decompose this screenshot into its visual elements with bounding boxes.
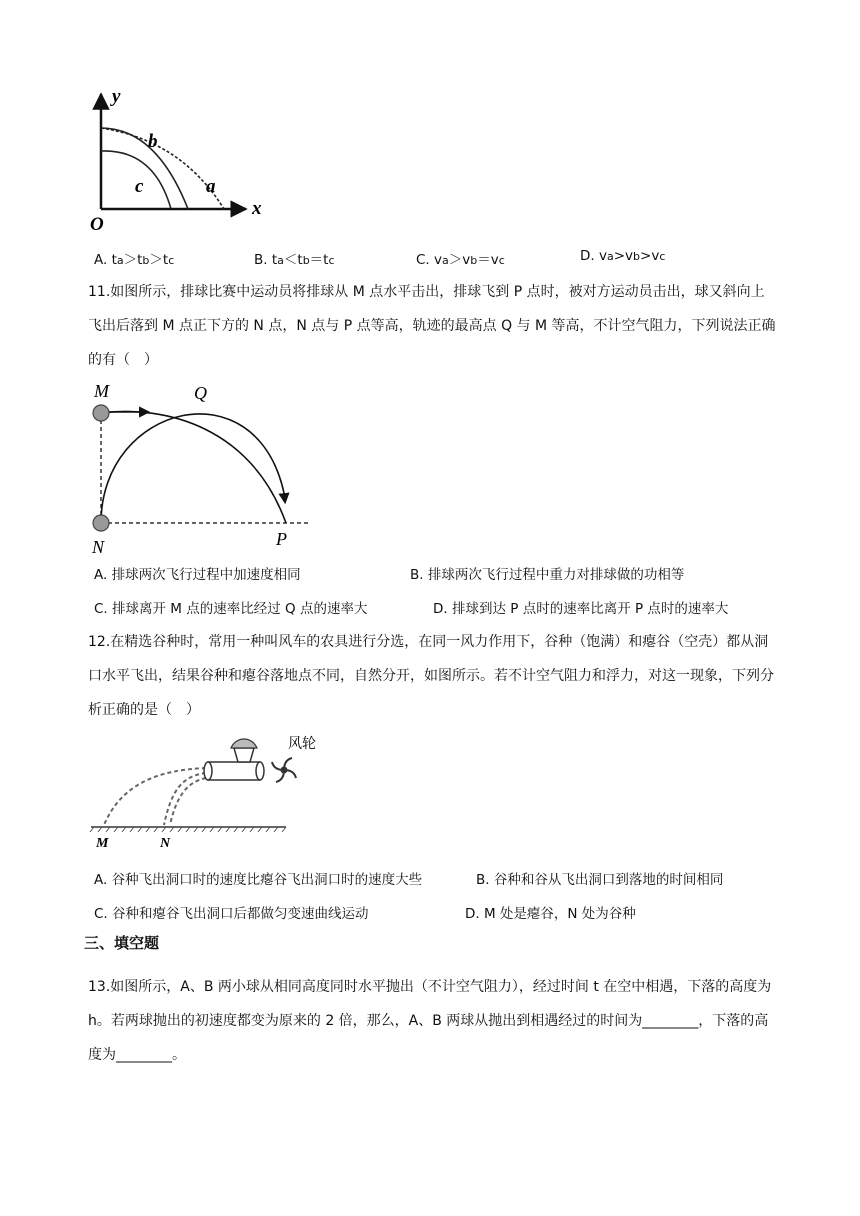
- q10-x-label: x: [252, 198, 262, 219]
- q11-arc-n-to-p: [101, 414, 284, 523]
- q11-ball-n: [93, 515, 109, 531]
- q12-outlet-pipe: [208, 762, 260, 780]
- q10-label-c: c: [135, 176, 144, 197]
- q11-arc-m-to-p: [101, 411, 286, 523]
- q11-option-b: B. 排球两次飞行过程中重力对排球做的功相等: [410, 567, 685, 583]
- q10-figure: [86, 84, 286, 234]
- q12-option-b: B. 谷种和谷从飞出洞口到落地的时间相同: [476, 872, 724, 888]
- q12-figure: [86, 730, 346, 855]
- q12-label-m: M: [96, 836, 109, 851]
- q12-question: 12.在精选谷种时，常用一种叫风车的农具进行分选，在同一风力作用下，谷种（饱满）和瘪谷（空壳）都从洞口水平飞出，结果谷种和瘪谷落地点不同，自然分开，如图所示。若不计空气阻力和浮力，对这一现象，下列分析正确的是（ ）: [88, 634, 774, 718]
- q10-option-d: D. va>vb>vc: [580, 248, 666, 264]
- q12-label-n: N: [160, 836, 171, 851]
- q12-option-d: D. M 处是瘪谷，N 处为谷种: [465, 906, 636, 922]
- q10-option-a: A. ta＞tb＞tc: [94, 252, 175, 268]
- q11-label-p: P: [276, 529, 287, 549]
- q11-option-a: A. 排球两次飞行过程中加速度相同: [94, 567, 301, 583]
- q11-ball-m: [93, 405, 109, 421]
- q11-label-q: Q: [194, 383, 207, 403]
- q12-trajectory-short-2: [170, 778, 206, 825]
- q12-grain-pile: [231, 739, 257, 748]
- q11-question: 11.如图所示，排球比赛中运动员将排球从 M 点水平击出，排球飞到 P 点时，被对方运动员击出，球又斜向上飞出后落到 M 点正下方的 N 点，N 点与 P 点等高，轨迹的最高点 Q 与 M 等高，不计空气阻力，下列说法正确的有（ ）: [88, 284, 776, 368]
- q12-pipe-mouth: [204, 762, 212, 780]
- q12-option-a: A. 谷种飞出洞口时的速度比瘪谷飞出洞口时的速度大些: [94, 872, 423, 888]
- q12-fan-label: 风轮: [288, 737, 316, 752]
- q11-label-m: M: [94, 381, 109, 401]
- q11-option-d: D. 排球到达 P 点时的速率比离开 P 点时的速率大: [433, 601, 729, 617]
- q11-label-n: N: [92, 537, 105, 557]
- q11-figure: [86, 375, 316, 560]
- q10-label-b: b: [148, 131, 158, 152]
- q12-hopper: [234, 748, 254, 762]
- q10-label-a: a: [206, 176, 216, 197]
- q11-option-c: C. 排球离开 M 点的速率比经过 Q 点的速率大: [94, 601, 368, 617]
- q13-question: 13.如图所示，A、B 两小球从相同高度同时水平抛出（不计空气阻力），经过时间 t 在空中相遇，下落的高度为 h。若两球抛出的初速度都变为原来的 2 倍，那么，A、B 两球从抛出到相遇经过的时间为________，下落的高度为________。: [88, 979, 772, 1063]
- q12-fan-icon: [272, 758, 296, 782]
- q11-arrow-to-p: [284, 493, 285, 502]
- q10-option-c: C. va＞vb＝vc: [416, 252, 505, 268]
- q12-option-c: C. 谷种和瘪谷飞出洞口后都做匀变速曲线运动: [94, 906, 369, 922]
- q10-option-b: B. ta＜tb＝tc: [254, 252, 335, 268]
- q12-pipe-end: [256, 762, 264, 780]
- section-title: 三、填空题: [84, 934, 160, 952]
- q12-trajectory-short-1: [164, 773, 206, 825]
- q10-origin-label: O: [90, 214, 104, 234]
- q10-y-label: y: [112, 86, 121, 107]
